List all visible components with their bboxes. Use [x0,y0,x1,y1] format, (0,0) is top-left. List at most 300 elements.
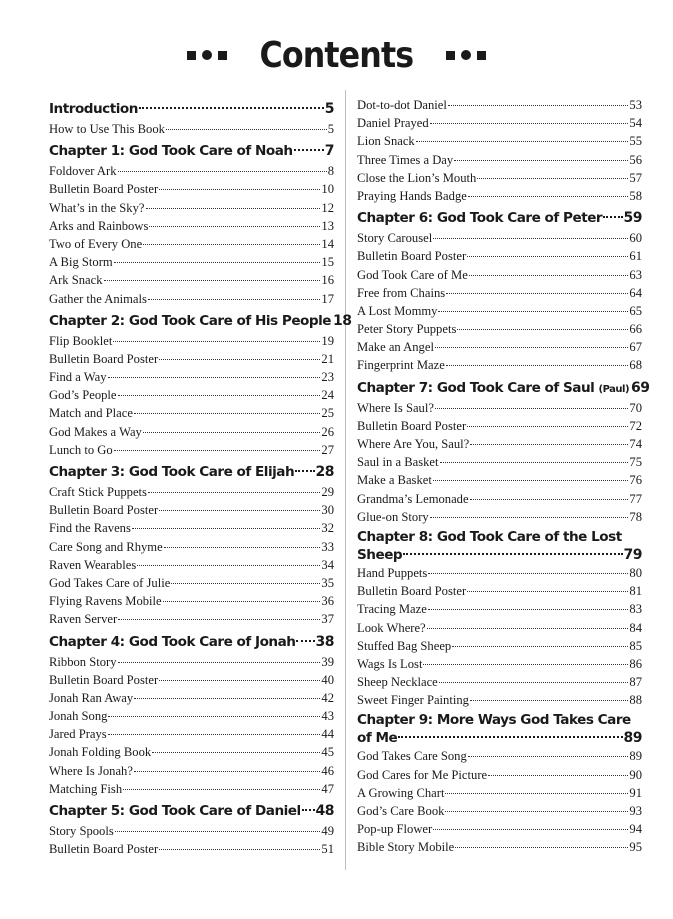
toc-entry [357,320,642,338]
dot-leader [470,699,628,701]
square-bullet-icon [218,51,227,60]
dot-leader [468,195,629,197]
page-number: 5 [327,122,334,136]
entry-title: Where Is Jonah? [49,763,133,778]
dot-leader [446,364,629,366]
entry-title: How to Use This Book [49,122,165,136]
page-number: 26 [321,424,334,439]
chapter-heading [357,528,642,564]
toc-entry [357,766,642,784]
page-number: 17 [321,291,334,306]
page-number: 13 [321,218,334,233]
toc-entry [357,187,642,205]
toc-entry [49,780,334,798]
entry-title: Look Where? [357,620,426,635]
dot-leader [428,608,629,610]
toc-entry [357,784,642,802]
entry-title: Find a Way [49,370,107,385]
page-number: 59 [623,210,642,227]
page-number: 37 [321,612,334,627]
entry-title: Grandma’s Lemonade [357,491,469,506]
page-number: 16 [321,273,334,288]
entry-title: Matching Fish [49,781,123,796]
toc-entry [49,217,334,235]
entry-title: A Growing Chart [357,785,445,800]
dot-leader [430,122,629,124]
toc-entry [49,162,334,180]
page-number: 81 [629,584,642,599]
toc-entry [49,725,334,743]
dot-leader [470,443,628,445]
page-number: 75 [629,455,642,470]
page-number: 14 [321,236,334,251]
page-number: 61 [629,249,642,264]
page-number: 51 [321,842,334,857]
dot-leader [115,830,321,832]
toc-entry [49,199,334,217]
dot-leader [118,661,321,663]
dot-leader [423,663,628,665]
dot-leader [398,735,622,738]
dot-leader [468,755,629,757]
toc-entry [357,356,642,374]
dot-leader [467,425,628,427]
left-column [49,96,352,858]
page-number: 89 [629,749,642,764]
chapter-title: Chapter 7: God Took Care of Saul [357,379,595,396]
page-number: 63 [629,267,642,282]
toc-entry [357,96,642,114]
entry-title: Praying Hands Badge [357,188,467,203]
dot-leader [469,274,629,276]
toc-entry [49,762,334,780]
right-decoration [446,50,486,60]
page-number: 55 [629,134,642,149]
entry-title: Bible Story Mobile [357,840,455,855]
chapter-heading [49,631,334,653]
entry-title: Tracing Maze [357,602,427,617]
chapter-heading [49,461,334,483]
toc-entry [357,619,642,637]
chapter-title: Chapter 9: More Ways God Takes Care [357,712,631,729]
page-number: 56 [629,152,642,167]
dot-leader [146,207,321,209]
toc-entry [357,655,642,673]
entry-title: Where Are You, Saul? [357,437,470,451]
page-number: 84 [629,620,642,635]
page-number: 64 [629,285,642,300]
toc-entry [49,592,334,610]
toc-entry [49,271,334,289]
entry-title: God Makes a Way [49,424,142,439]
entry-title: Bulletin Board Poster [357,249,467,264]
page-number: 32 [321,521,334,536]
page-number: 77 [629,491,642,506]
entry-title: Story Spools [49,824,114,838]
dot-leader [488,774,628,776]
toc-entry [357,564,642,582]
entry-title: What’s in the Sky? [49,200,145,215]
page-number: 12 [321,200,334,215]
toc-entry [357,582,642,600]
chapter-heading [357,377,650,399]
square-bullet-icon [187,51,196,60]
dot-leader [114,449,321,451]
toc-entry [357,151,642,169]
toc-entry [49,120,334,138]
toc-entry [49,707,334,725]
page-number: 72 [629,418,642,433]
dot-leader [159,509,320,511]
entry-title: Story Carousel [357,231,433,246]
entry-title: Raven Server [49,612,118,627]
page-number: 85 [629,638,642,653]
left-decoration [187,50,227,60]
page-number: 94 [629,822,642,837]
dot-leader [159,848,320,850]
right-column [357,96,650,857]
entry-title: Sheep Necklace [357,675,438,690]
toc-entry [49,332,334,350]
toc-entry [357,266,642,284]
entry-title: Jonah Folding Book [49,745,152,760]
toc-entry [357,453,642,471]
dot-leader [296,639,314,642]
dot-leader [294,148,324,151]
toc-entry [357,399,642,417]
dot-leader [152,751,320,753]
toc-entry [49,671,334,689]
page-number: 49 [321,824,334,838]
entry-title: God Takes Care Song [357,749,467,764]
page-number: 43 [321,709,334,724]
dot-leader [603,215,622,218]
page-number: 80 [629,565,642,580]
page-number: 33 [321,539,334,554]
entry-title: Match and Place [49,406,133,421]
chapter-heading [357,207,642,229]
toc-entry [49,368,334,386]
page-number: 47 [321,781,334,796]
toc-entry [357,417,642,435]
page-number: 34 [321,557,334,572]
page-number: 15 [321,255,334,270]
toc-entry [49,350,334,368]
page-number: 39 [321,654,334,669]
chapter-title: Chapter 4: God Took Care of Jonah [49,633,296,650]
page-number: 25 [321,406,334,421]
dot-leader [439,681,629,683]
dot-leader [435,407,628,409]
toc-entry [357,471,642,489]
entry-title: Pop-up Flower [357,822,433,837]
page-number: 42 [321,690,334,705]
dot-leader [108,376,321,378]
dot-leader [445,810,628,812]
entry-title: Foldover Ark [49,164,117,179]
toc-entry [357,747,642,765]
entry-title: Dot-to-dot Daniel [357,98,447,112]
dot-leader [163,600,321,602]
toc-entry [49,519,334,537]
entry-title: Bulletin Board Poster [49,351,159,366]
dot-leader [134,412,320,414]
entry-title: Craft Stick Puppets [49,485,147,499]
dot-leader [302,808,315,811]
entry-title: Make an Angel [357,340,434,355]
chapter-title: Chapter 3: God Took Care of Elijah [49,464,295,480]
toc-entry [357,229,642,247]
toc-entry [357,600,642,618]
toc-entry [49,653,334,671]
page-number: 29 [321,485,334,499]
dot-leader [430,516,629,518]
toc-entry [357,435,642,453]
page-number: 45 [321,745,334,760]
entry-title: Jonah Ran Away [49,690,134,705]
entry-title: Jonah Song [49,709,108,724]
page-number: 93 [629,804,642,818]
chapter-title: Chapter 1: God Took Care of Noah [49,143,293,160]
dot-leader [108,733,321,735]
entry-title: God Cares for Me Picture [357,767,488,782]
page-number: 88 [629,693,642,708]
page-number: 21 [321,351,334,366]
dot-leader [428,572,628,574]
page-number: 54 [629,116,642,131]
dot-leader [427,627,629,629]
page-number: 83 [629,602,642,617]
page-number: 38 [315,633,334,650]
toc-entry [357,673,642,691]
chapter-heading [49,98,334,120]
entry-title: Bulletin Board Poster [357,584,467,599]
entry-title: Ark Snack [49,273,103,288]
toc-entry [49,822,334,840]
entry-title: God’s People [49,388,117,403]
toc-entry [357,490,642,508]
page-number: 27 [321,442,334,457]
dot-leader [143,431,321,433]
entry-title: Three Times a Day [357,152,454,167]
page-number: 46 [321,763,334,778]
contents-header [0,30,673,80]
page-number: 91 [629,785,642,800]
dot-leader [455,846,628,848]
chapter-title: Chapter 5: God Took Care of Daniel [49,803,301,819]
toc-entry [49,483,334,501]
entry-title: Lunch to Go [49,442,113,457]
page-number: 86 [629,656,642,671]
chapter-heading [357,711,642,747]
dot-leader [448,104,629,106]
dot-leader [118,394,321,396]
chapter-title-cont: of Me [357,730,398,747]
chapter-title: Chapter 8: God Took Care of the Lost [357,528,622,545]
page-number: 35 [321,575,334,590]
entry-title: Free from Chains [357,285,446,300]
dot-leader [149,225,320,227]
circle-bullet-icon [461,50,471,60]
dot-leader [454,159,628,161]
page-number: 57 [629,170,642,185]
chapter-heading [49,800,334,822]
toc-entry [49,423,334,441]
entry-title: Peter Story Puppets [357,322,457,337]
entry-title: Sweet Finger Painting [357,693,469,708]
toc-entry [357,132,642,150]
toc-entry [49,386,334,404]
toc-entry [357,637,642,655]
page-number: 60 [629,231,642,246]
toc-entry [49,501,334,519]
dot-leader [446,292,628,294]
dot-leader [433,828,628,830]
dot-leader [467,255,628,257]
toc-entry [49,574,334,592]
chapter-title-cont: Sheep [357,546,403,563]
dot-leader [159,358,320,360]
page-number: 58 [629,188,642,203]
dot-leader [108,715,320,717]
toc-entry [357,247,642,265]
toc-entry [357,802,642,820]
dot-leader [137,564,320,566]
page-number: 53 [629,98,642,112]
toc-entry [49,689,334,707]
toc-entry [357,338,642,356]
dot-leader [445,792,628,794]
page-number: 48 [315,803,334,819]
entry-title: Saul in a Basket [357,455,439,470]
toc-entry [357,284,642,302]
dot-leader [435,346,628,348]
page-number: 70 [629,400,642,415]
entry-title: God Took Care of Me [357,267,468,282]
dot-leader [159,679,320,681]
dot-leader [148,491,320,493]
dot-leader [148,298,320,300]
dot-leader [114,261,321,263]
entry-title: Care Song and Rhyme [49,539,163,554]
entry-title: A Lost Mommy [357,303,438,318]
toc-entry [357,691,642,709]
entry-title: Gather the Animals [49,291,147,306]
dot-leader [440,461,629,463]
page-number: 67 [629,340,642,355]
entry-title: Daniel Prayed [357,116,429,131]
dot-leader [171,582,320,584]
entry-title: Glue-on Story [357,509,429,524]
entry-title: A Big Storm [49,255,113,270]
toc-entry [49,290,334,308]
chapter-title: Chapter 6: God Took Care of Peter [357,210,603,227]
dot-leader [457,328,628,330]
page-number: 78 [629,509,642,524]
entry-title: Find the Ravens [49,521,131,536]
dot-leader [416,140,629,142]
column-divider [345,90,346,870]
entry-title: Make a Basket [357,473,432,488]
page-number: 28 [315,464,334,480]
entry-title: Jared Prays [49,727,107,742]
toc-entry [49,441,334,459]
page-number: 69 [631,379,650,396]
page-number: 89 [623,730,642,747]
page-title: Contents [259,34,414,76]
entry-title: Wags Is Lost [357,656,423,671]
entry-title: Two of Every One [49,236,143,251]
dot-leader [433,479,629,481]
page-number: 18 [333,312,352,329]
circle-bullet-icon [202,50,212,60]
toc-entry [357,169,642,187]
page-number: 23 [321,370,334,385]
chapter-heading [49,140,334,162]
page-number: 66 [629,322,642,337]
page-number: 5 [324,101,334,117]
entry-title: God’s Care Book [357,804,445,818]
toc-entry [357,820,642,838]
entry-title: Bulletin Board Poster [49,503,159,518]
dot-leader [403,552,622,555]
toc-entry [49,840,334,858]
page-number: 76 [629,473,642,488]
dot-leader [134,697,320,699]
page-number: 30 [321,503,334,518]
toc-entry [49,404,334,422]
dot-leader [470,498,629,500]
entry-title: Hand Puppets [357,565,428,580]
entry-title: God Takes Care of Julie [49,575,171,590]
dot-leader [104,279,321,281]
toc-entry [49,556,334,574]
dot-leader [477,177,628,179]
toc-entry [49,610,334,628]
entry-title: Arks and Rainbows [49,218,149,233]
page-number: 10 [321,182,334,197]
toc-entry [49,235,334,253]
dot-leader [113,340,320,342]
chapter-title: Chapter 2: God Took Care of His People [49,312,331,329]
page-number: 44 [321,727,334,742]
dot-leader [433,237,628,239]
page-number: 8 [327,164,334,179]
page-number: 68 [629,358,642,373]
page-number: 65 [629,303,642,318]
dot-leader [166,128,327,130]
entry-title: Bulletin Board Poster [49,672,159,687]
chapter-heading [49,310,352,332]
page-number: 24 [321,388,334,403]
dot-leader [438,310,628,312]
page-number: 40 [321,672,334,687]
toc-entry [49,180,334,198]
dot-leader [143,243,320,245]
entry-title: Close the Lion’s Mouth [357,170,477,185]
entry-title: Where Is Saul? [357,400,434,415]
page-number: 79 [623,546,642,563]
toc-entry [357,508,642,526]
entry-title: Stuffed Bag Sheep [357,638,452,653]
toc-entry [49,253,334,271]
entry-title: Fingerprint Maze [357,358,445,373]
page-number: 95 [629,840,642,855]
dot-leader [467,590,628,592]
entry-title: Flying Ravens Mobile [49,594,162,609]
page-number: 74 [629,437,642,451]
square-bullet-icon [477,51,486,60]
